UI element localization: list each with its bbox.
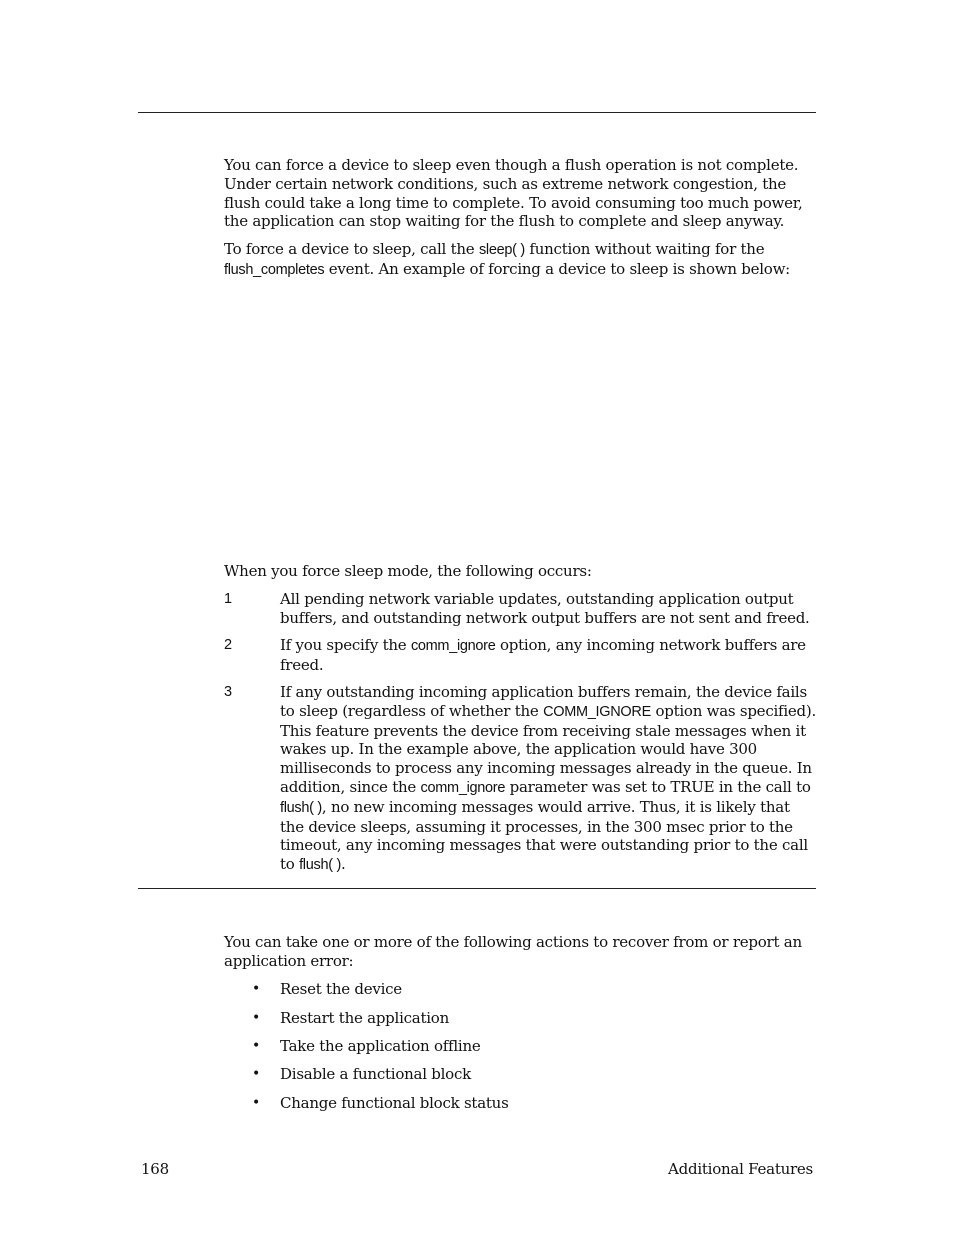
chapter-title: Additional Features [668, 1160, 813, 1178]
item-number: 1 [224, 591, 232, 607]
paragraph-force-sleep-intro: You can force a device to sleep even though a flush operation is not complete. Under certain network conditions, such as extreme network congestion, the flush could take a long time to complete. To avoid consuming too much power, the application can stop waiting for the flush to complete and sleep anyway. [224, 156, 803, 231]
bullet-icon: • [252, 1038, 261, 1054]
code-flush-completes: flush_completes [224, 261, 325, 278]
bullet-icon: • [252, 1066, 261, 1082]
text-run: parameter was set to TRUE in the call to [505, 777, 811, 796]
bullet-text: Change functional block status [280, 1094, 509, 1112]
text-run: function without waiting for the [524, 240, 765, 258]
paragraph-force-sleep-occurs: When you force sleep mode, the following occurs: [224, 562, 592, 580]
item-text: All pending network variable updates, outstanding application output buffers, and outstanding network output buffers are not sent and freed. [280, 590, 810, 627]
text-run: If you specify the [280, 636, 411, 654]
code-sleep-function: sleep( ) [478, 242, 525, 258]
item-number: 3 [224, 684, 232, 700]
paragraph-error-recovery-intro: You can take one or more of the following actions to recover from or report an application error: [224, 933, 802, 970]
text-run: , no new incoming messages would arrive. Thus, it is likely that the device sleeps, assuming it processes, in the 300 msec prior to the timeout, any incoming messages that were outstanding prior to the call to [280, 797, 808, 874]
text-run: option was specified). This feature prevents the device from receiving stale messages when it wakes up. In the example above, the application would have 300 milliseconds to process any incoming messages already in the queue. In addition, since the [280, 701, 816, 796]
bullet-icon: • [252, 1010, 261, 1026]
item-text [280, 636, 816, 675]
bullet-text: Disable a functional block [280, 1065, 471, 1083]
bullet-text: Take the application offline [280, 1037, 481, 1055]
code-comm-ignore: comm_ignore [420, 779, 506, 796]
item-number: 2 [224, 637, 232, 653]
item-text [280, 683, 816, 875]
page-number: 168 [141, 1160, 169, 1178]
text-run: If any outstanding incoming application buffers remain, the device fails to sleep (regardless of whether the [280, 683, 807, 720]
text-run: To force a device to sleep, call the [224, 240, 479, 258]
code-flush-function: flush( ) [299, 857, 341, 874]
text-run: . [341, 855, 346, 874]
text-run: option, any incoming network buffers are freed. [280, 636, 806, 674]
code-comm-ignore-constant: COMM_IGNORE [543, 703, 651, 720]
bullet-icon: • [252, 981, 261, 997]
paragraph-force-sleep-how [224, 240, 824, 280]
bullet-text: Reset the device [280, 980, 402, 998]
bullet-icon: • [252, 1095, 261, 1111]
code-comm-ignore: comm_ignore [410, 638, 496, 654]
bullet-text: Restart the application [280, 1009, 449, 1027]
text-run: event. An example of forcing a device to sleep is shown below: [324, 259, 790, 278]
code-flush-function: flush( ) [280, 799, 322, 816]
section-divider-middle [138, 888, 816, 889]
section-divider-top [138, 112, 816, 113]
